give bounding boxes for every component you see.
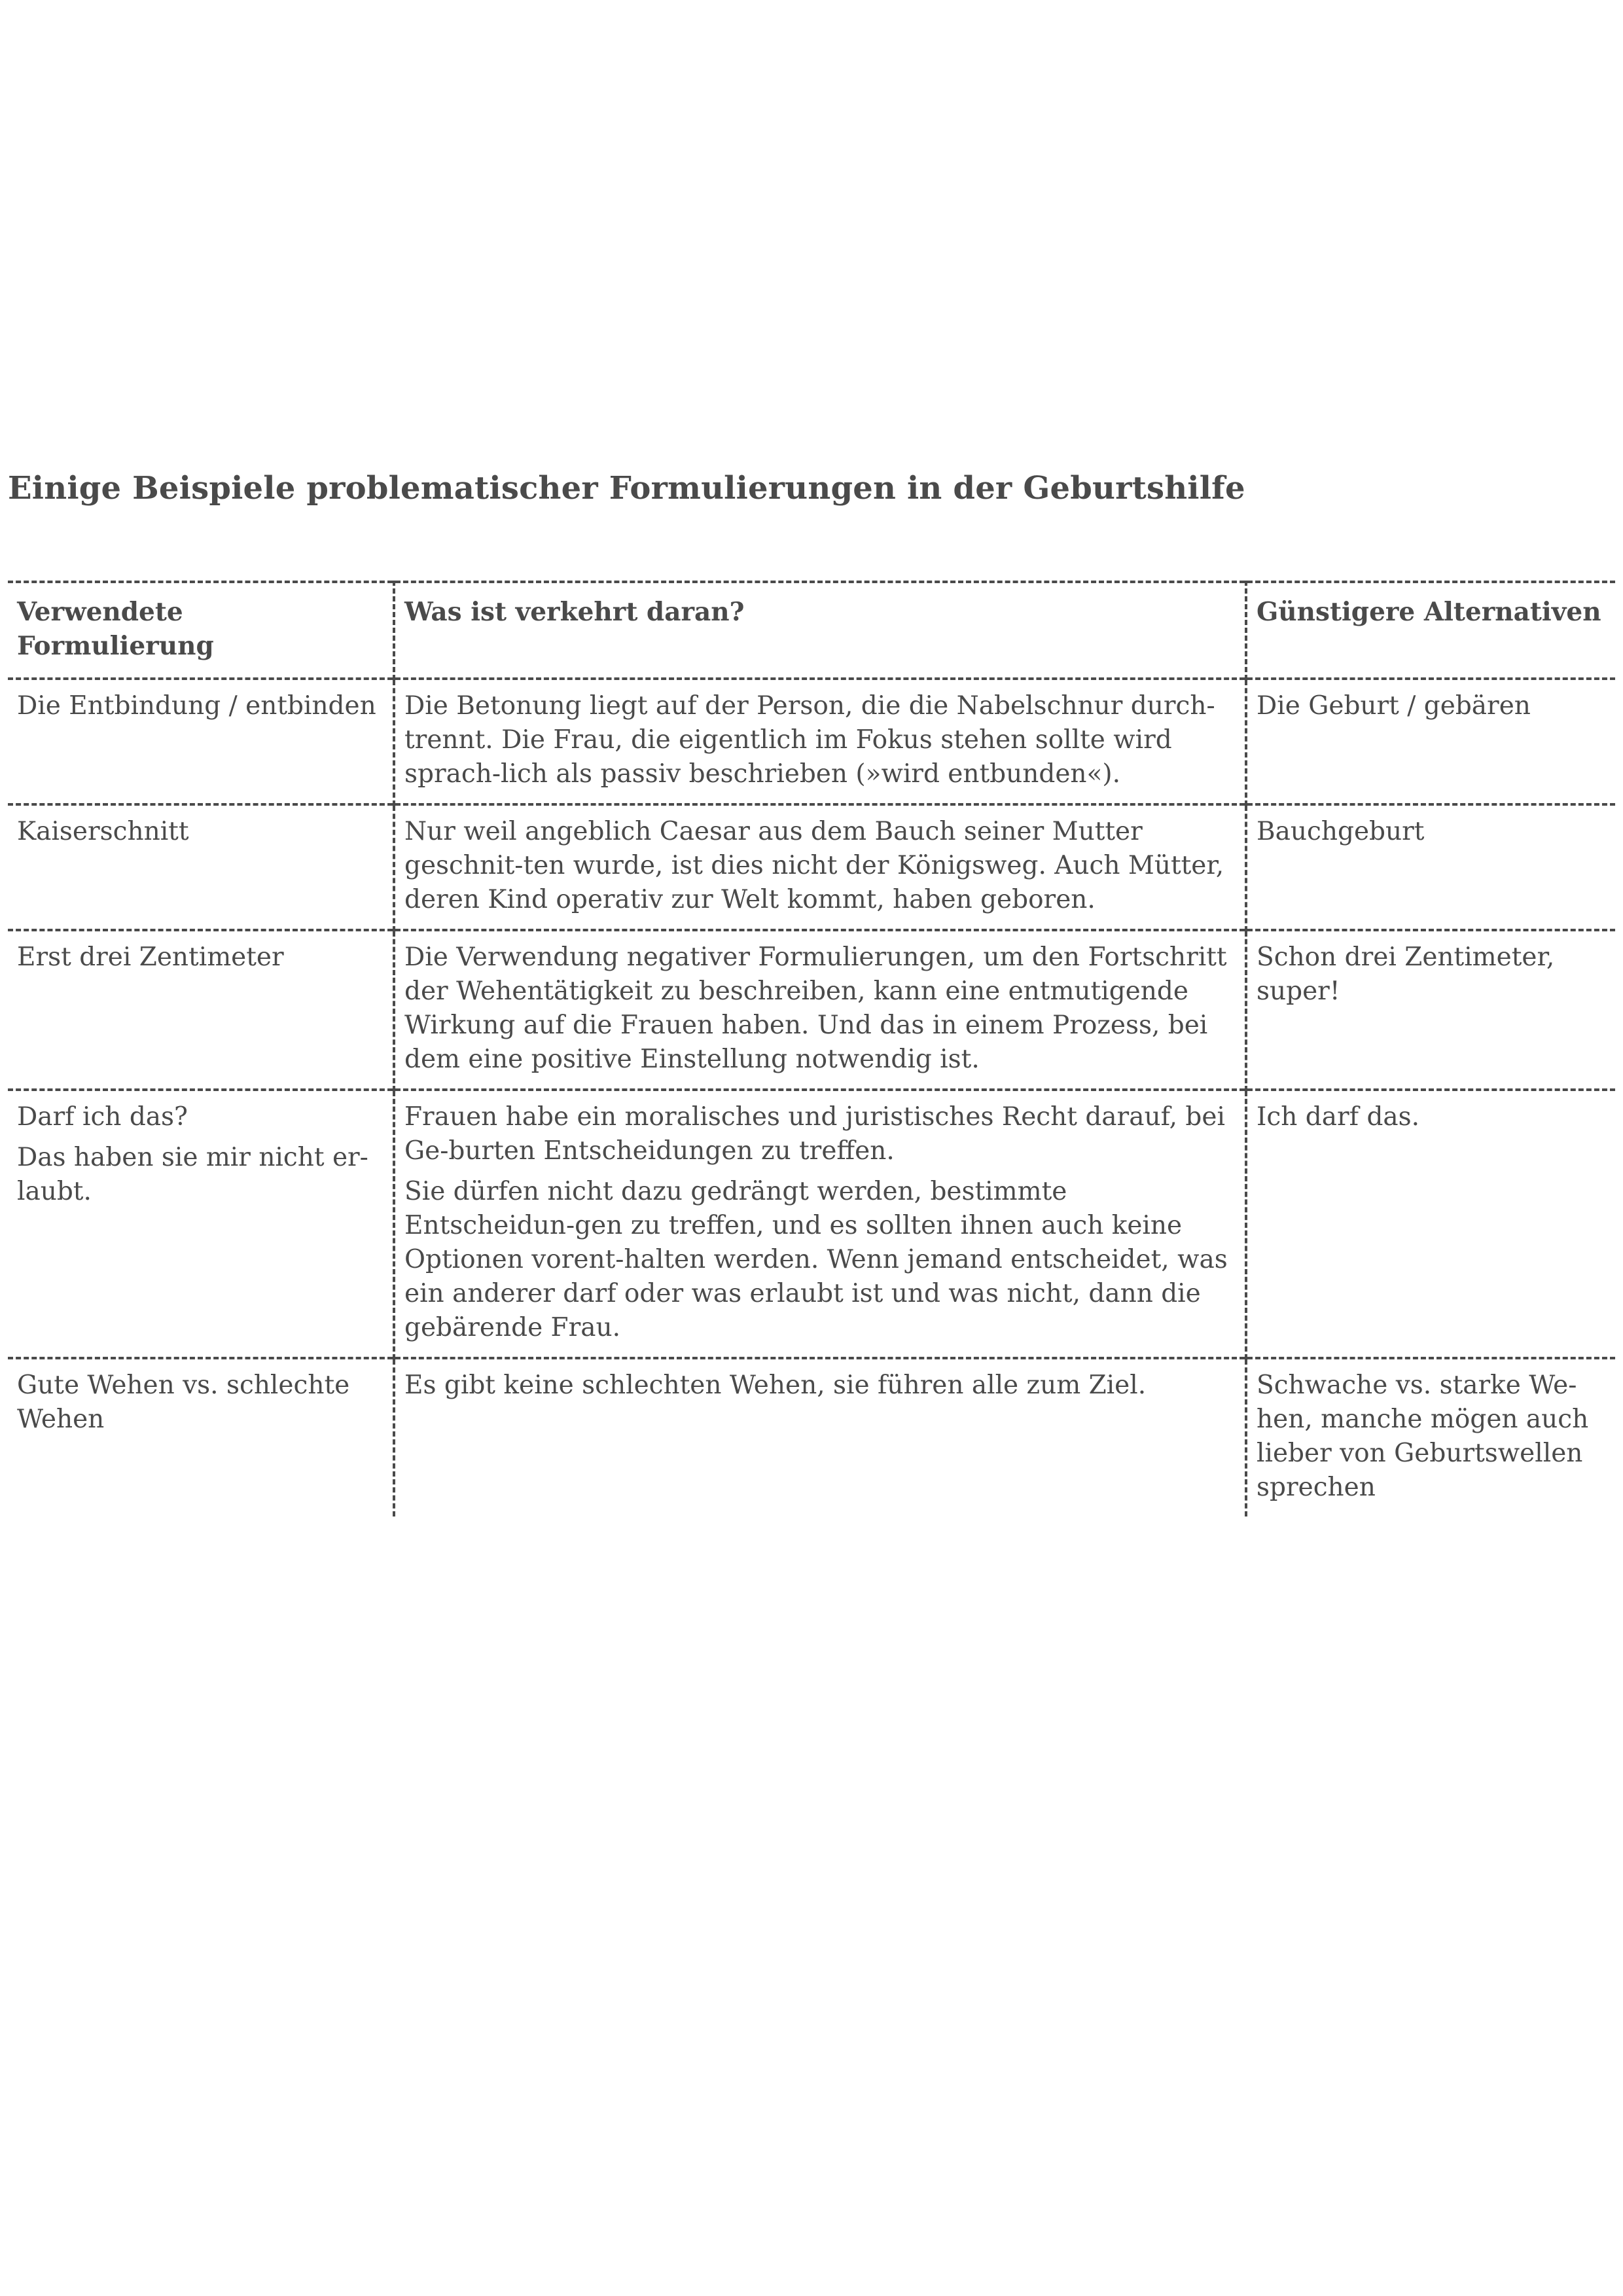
cell-text: Die Verwendung negativer Formulierungen, um den Fortschritt der Wehentätigkeit zu beschreiben, kann eine entmutigende Wirkung auf die Frauen haben. Und das in einem Prozess, bei dem eine positive Einstellung notwendig ist.	[404, 942, 1227, 1074]
table-row	[8, 930, 1615, 1090]
cell-alternative	[1246, 1358, 1615, 1516]
cell-wrong	[394, 1358, 1246, 1516]
cell-text: Das haben sie mir nicht er-laubt.	[17, 1143, 368, 1206]
table-row	[8, 804, 1615, 930]
cell-text: Darf ich das?	[17, 1102, 188, 1132]
cell-wrong	[394, 1090, 1246, 1358]
cell-alternative	[1246, 679, 1615, 804]
cell-text: Schwache vs. starke We-hen, manche mögen auch lieber von Geburtswellen sprechen	[1257, 1371, 1589, 1502]
formulations-table	[8, 581, 1615, 1516]
cell-text: Schon drei Zentimeter, super!	[1257, 942, 1555, 1006]
cell-text: Die Entbindung / entbinden	[17, 691, 376, 721]
cell-used	[8, 1358, 394, 1516]
page-title: Einige Beispiele problematischer Formulierungen in der Geburtshilfe	[8, 470, 1245, 507]
cell-wrong	[394, 804, 1246, 930]
cell-alternative	[1246, 804, 1615, 930]
cell-text: Sie dürfen nicht dazu gedrängt werden, bestimmte Entscheidun-gen zu treffen, und es sollten ihnen auch keine Optionen vorent-halten werden. Wenn jemand entscheidet, was ein anderer darf oder was erlaubt ist und was nicht, dann die gebärende Frau.	[404, 1177, 1228, 1342]
cell-wrong	[394, 679, 1246, 804]
table-row	[8, 679, 1615, 804]
cell-text: Nur weil angeblich Caesar aus dem Bauch seiner Mutter geschnit-ten wurde, ist dies nicht der Königsweg. Auch Mütter, deren Kind operativ zur Welt kommt, haben geboren.	[404, 817, 1224, 914]
table-row	[8, 1090, 1615, 1358]
header-better-alternatives: Günstigere Alternativen	[1246, 582, 1615, 679]
cell-text: Frauen habe ein moralisches und juristisches Recht darauf, bei Ge-burten Entscheidungen zu treffen.	[404, 1102, 1225, 1166]
cell-used	[8, 1090, 394, 1358]
table-header-row	[8, 582, 1615, 679]
cell-text: Es gibt keine schlechten Wehen, sie führen alle zum Ziel.	[404, 1371, 1147, 1400]
cell-alternative	[1246, 1090, 1615, 1358]
header-what-is-wrong: Was ist verkehrt daran?	[394, 582, 1246, 679]
cell-text: Kaiserschnitt	[17, 817, 189, 846]
cell-text: Die Geburt / gebären	[1257, 691, 1531, 721]
table-row	[8, 1358, 1615, 1516]
cell-used	[8, 930, 394, 1090]
cell-text: Erst drei Zentimeter	[17, 942, 284, 972]
cell-text: Die Betonung liegt auf der Person, die die Nabelschnur durch-trennt. Die Frau, die eigentlich im Fokus stehen sollte wird sprach-lich als passiv beschrieben (»wird entbunden«).	[404, 691, 1215, 789]
cell-text: Ich darf das.	[1257, 1102, 1420, 1132]
cell-text: Gute Wehen vs. schlechte Wehen	[17, 1371, 350, 1434]
header-used-formulation: Verwendete Formulierung	[17, 597, 214, 661]
cell-used	[8, 804, 394, 930]
cell-alternative	[1246, 930, 1615, 1090]
cell-text: Bauchgeburt	[1257, 817, 1425, 846]
cell-wrong	[394, 930, 1246, 1090]
cell-used	[8, 679, 394, 804]
